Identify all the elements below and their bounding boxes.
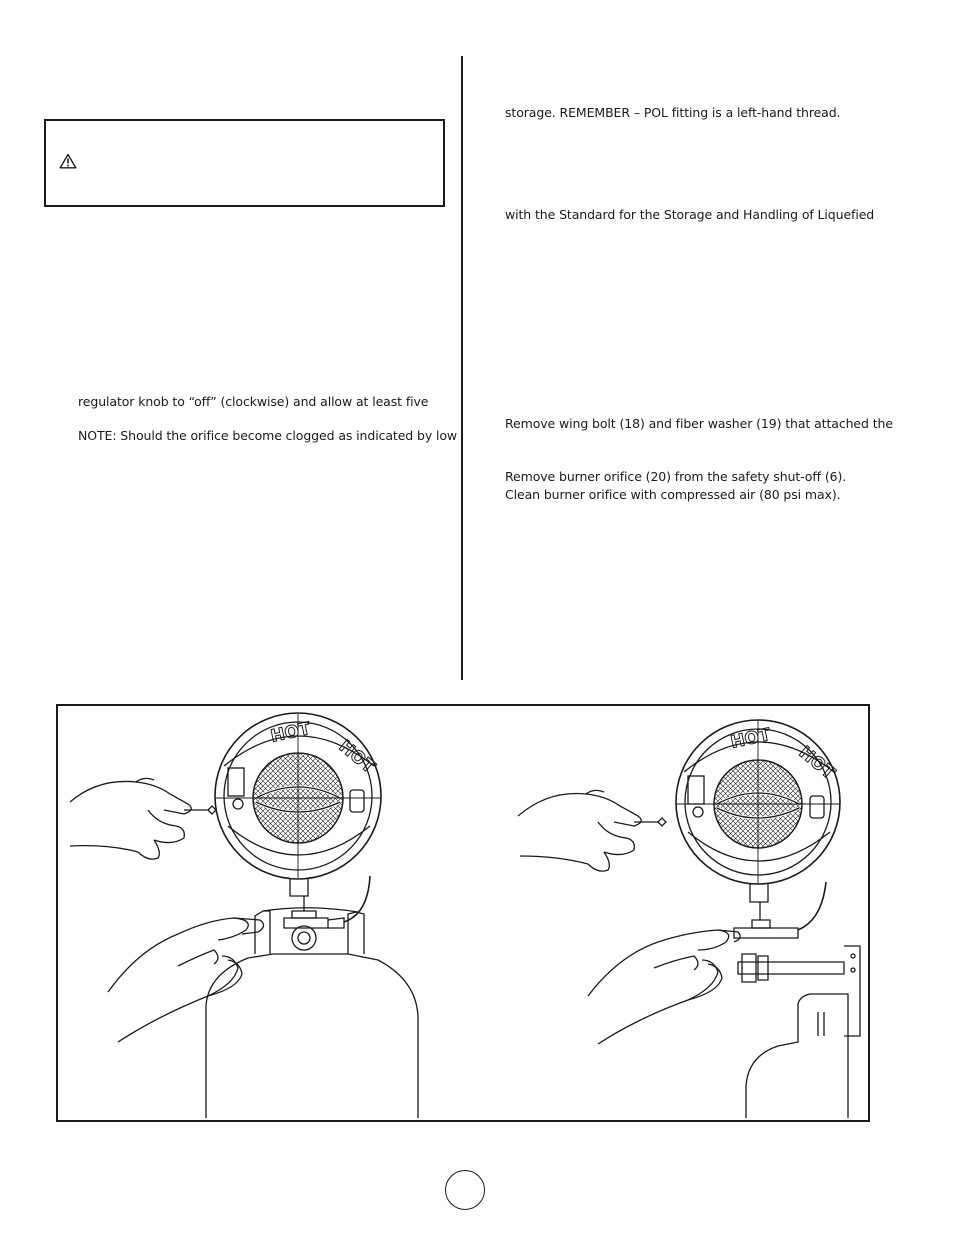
left-text-line-2: NOTE: Should the orifice become clogged as indicated by low	[78, 428, 458, 443]
heater-label-right-2: HOT	[794, 742, 839, 784]
heater-illustration	[58, 706, 868, 1120]
figure-frame	[56, 704, 870, 1122]
heater-label-left-2: HOT	[334, 736, 379, 778]
page-number-circle	[445, 1170, 485, 1210]
warning-box	[44, 119, 445, 207]
right-heater	[518, 720, 860, 1118]
right-text-line-2: with the Standard for the Storage and Handling of Liquefied	[505, 207, 875, 222]
heater-label-right: HOT	[728, 724, 773, 753]
left-text-line-1: regulator knob to “off” (clockwise) and allow at least five	[78, 394, 429, 409]
right-text-line-3: Remove wing bolt (18) and fiber washer (19) that attached the	[505, 416, 893, 431]
right-text-line-1: storage. REMEMBER – POL fitting is a left-hand thread.	[505, 105, 841, 120]
right-text-line-4: Remove burner orifice (20) from the safety shut-off (6).	[505, 469, 847, 484]
heater-label-left: HOT	[268, 718, 313, 747]
warning-triangle-icon	[59, 153, 77, 169]
column-divider	[461, 56, 463, 680]
right-text-line-5: Clean burner orifice with compressed air (80 psi max).	[505, 487, 841, 502]
